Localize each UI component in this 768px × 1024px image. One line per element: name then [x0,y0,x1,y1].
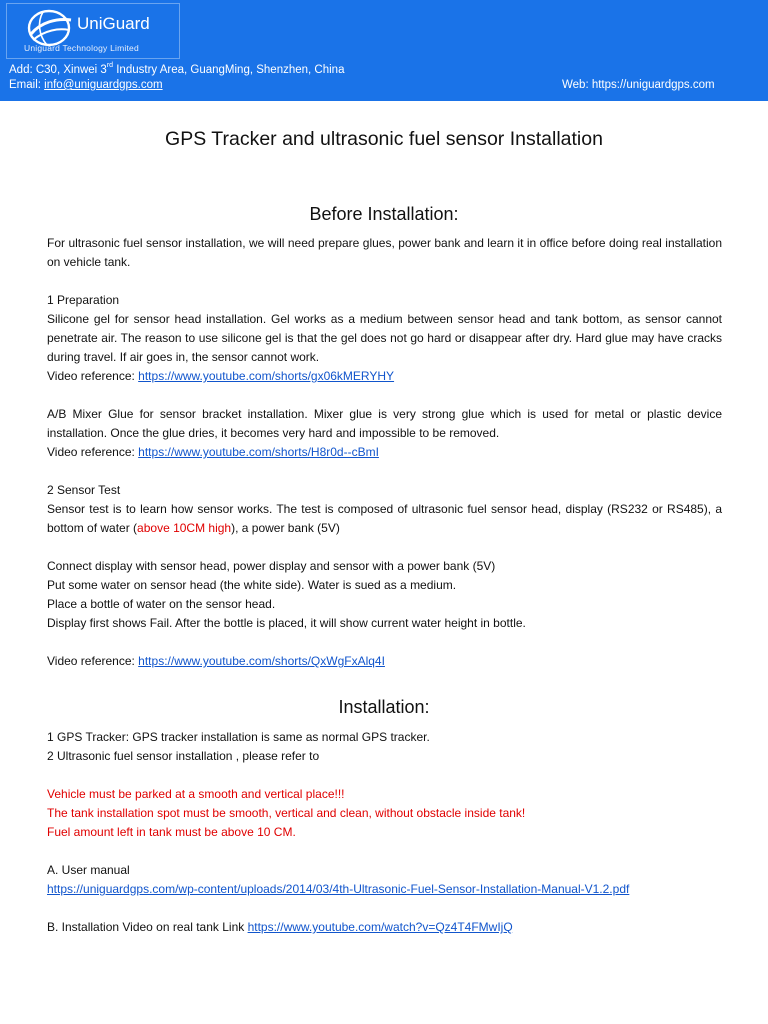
installation-video-link[interactable]: https://www.youtube.com/watch?v=Qz4T4FMwIjQ [247,920,513,934]
sensor-test-paragraph: Sensor test is to learn how sensor works. The test is composed of ultrasonic fuel sensor head, display (RS232 or RS485), a bottom of water (above 10CM high), a power bank (5V) [47,502,722,535]
warning-line: The tank installation spot must be smooth, vertical and clean, without obstacle inside tank! [47,806,526,820]
document-title: GPS Tracker and ultrasonic fuel sensor Installation [165,128,603,150]
silicone-gel-paragraph: Silicone gel for sensor head installation. Gel works as a medium between sensor head and tank bottom, as sensor cannot penetrate air. The reason to use silicone gel is that the gel does not go hard or disappear after dry. Hard glue may have cracks during travel. If air goes in, the sensor cannot work. [47,312,722,364]
warning-line: Fuel amount left in tank must be above 10 CM. [47,825,296,839]
sensor-test-video-reference: Video reference: https://www.youtube.com/shorts/QxWgFxAlq4I [47,654,385,668]
user-manual-label: A. User manual [47,863,130,877]
mixer-video-link[interactable]: https://www.youtube.com/shorts/H8r0d--cBmI [138,445,379,459]
intro-paragraph: For ultrasonic fuel sensor installation, we will need prepare glues, power bank and learn it in office before doing real installation on vehicle tank. [47,236,722,269]
mixer-video-reference: Video reference: https://www.youtube.com/shorts/H8r0d--cBmI [47,445,379,459]
company-website: Web: https://uniguardgps.com [562,79,715,91]
header-banner [0,0,768,101]
user-manual-reference [47,880,722,899]
company-address: Add: C30, Xinwei 3rd Industry Area, GuangMing, Shenzhen, China [9,62,345,76]
installation-item: 1 GPS Tracker: GPS tracker installation is same as normal GPS tracker. [47,730,430,744]
sensor-test-step: Put some water on sensor head (the white side). Water is sued as a medium. [47,578,457,592]
mixer-glue-paragraph: A/B Mixer Glue for sensor bracket installation. Mixer glue is very strong glue which is used for metal or plastic device installation. Once the glue dries, it becomes very hard and impossible to be removed. [47,407,722,440]
company-email: Email: info@uniguardgps.com [9,79,163,91]
logo-name: UniGuard [77,14,150,33]
user-manual-link[interactable]: https://uniguardgps.com/wp-content/uploads/2014/03/4th-Ultrasonic-Fuel-Sensor-Installation-Manual-V1.2.pdf [47,882,630,896]
heading-before-installation: Before Installation: [309,204,459,224]
silicone-video-link[interactable]: https://www.youtube.com/shorts/gx06kMERYHY [138,369,395,383]
warning-line: Vehicle must be parked at a smooth and vertical place!!! [47,787,345,801]
installation-video-reference: B. Installation Video on real tank Link https://www.youtube.com/watch?v=Qz4T4FMwIjQ [47,920,513,934]
sensor-test-step: Place a bottle of water on the sensor head. [47,597,276,611]
company-logo [6,3,180,59]
water-height-warning: above 10CM high [137,521,232,535]
sensor-test-step: Connect display with sensor head, power display and sensor with a power bank (5V) [47,559,496,573]
sensor-test-video-link[interactable]: https://www.youtube.com/shorts/QxWgFxAlq4I [138,654,385,668]
logo-subtitle: Uniguard Technology Limited [24,43,139,53]
silicone-video-reference: Video reference: https://www.youtube.com/shorts/gx06kMERYHY [47,369,395,383]
installation-item: 2 Ultrasonic fuel sensor installation , please refer to [47,749,320,763]
sensor-test-heading: 2 Sensor Test [47,483,121,497]
heading-installation: Installation: [338,697,430,717]
email-link[interactable]: info@uniguardgps.com [44,79,163,91]
sensor-test-step: Display first shows Fail. After the bottle is placed, it will show current water height in bottle. [47,616,526,630]
preparation-heading: 1 Preparation [47,293,120,307]
